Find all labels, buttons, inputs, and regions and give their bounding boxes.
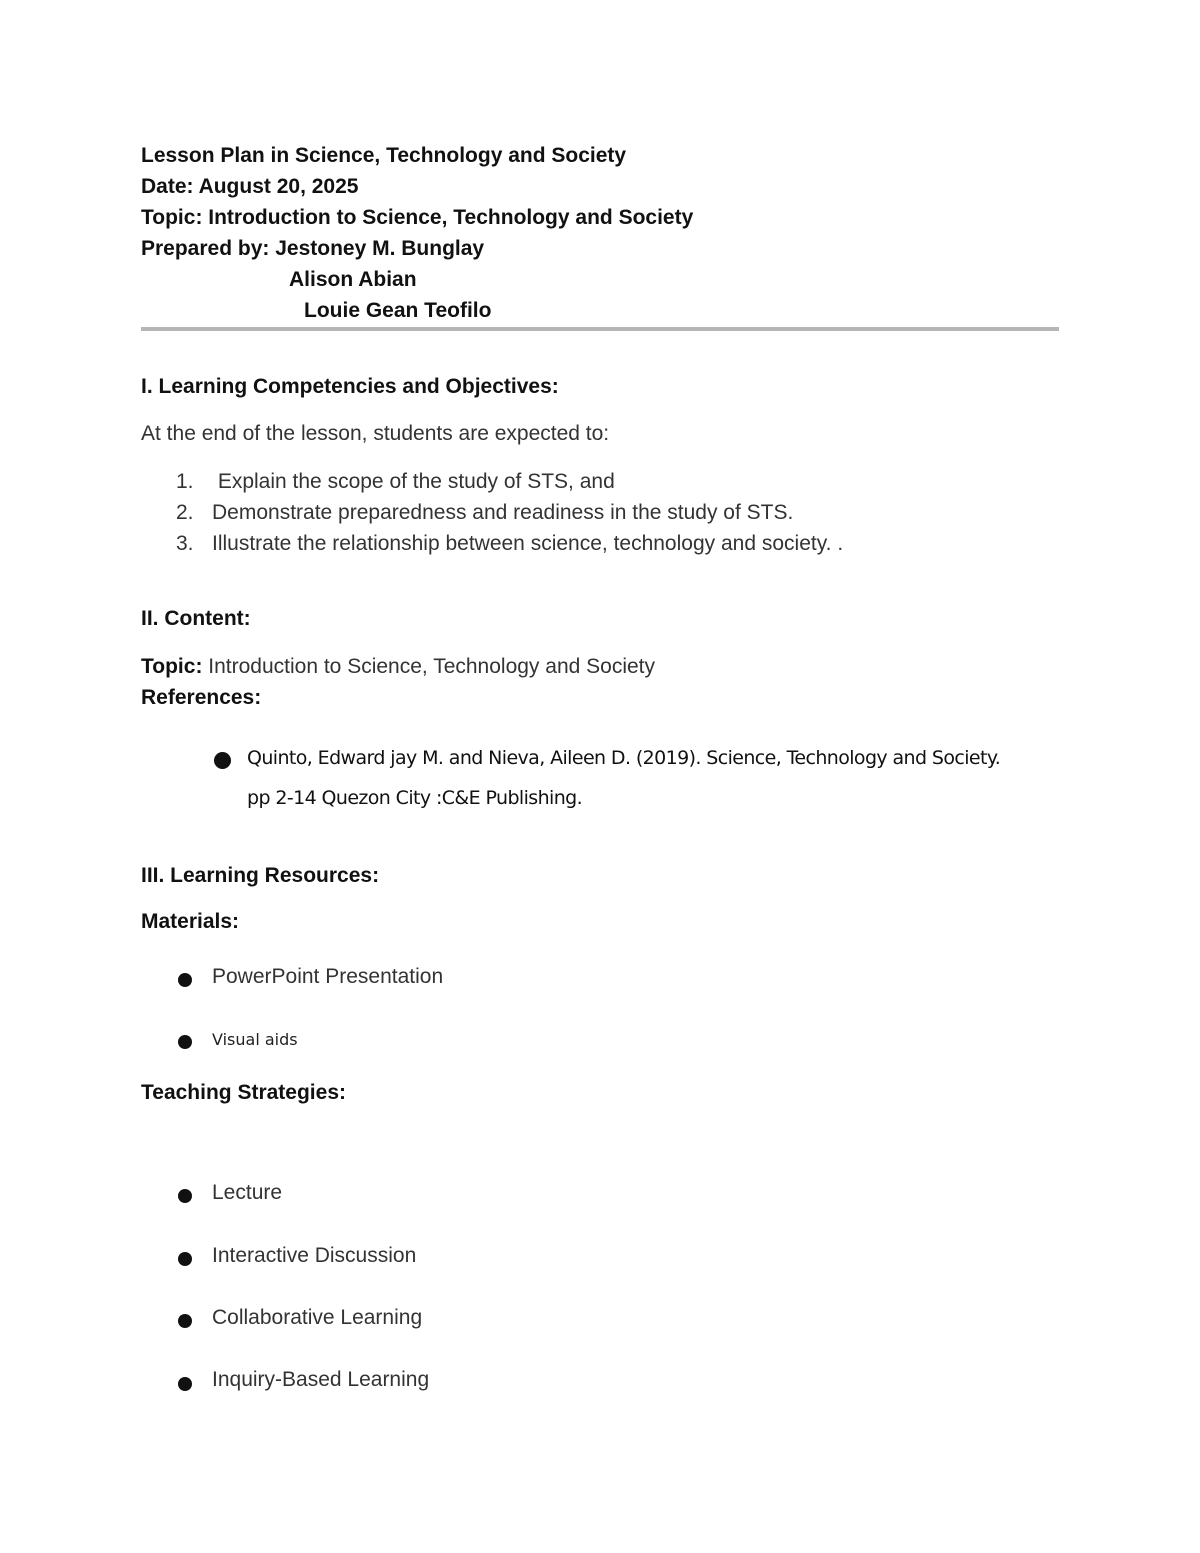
bullet-icon (178, 973, 192, 987)
list-item: Interactive Discussion (212, 1244, 417, 1267)
list-item: Inquiry-Based Learning (212, 1368, 430, 1391)
bullet-icon (214, 752, 231, 769)
list-item: Collaborative Learning (212, 1306, 423, 1329)
list-number: 2. (176, 501, 194, 524)
document-topic: Topic: Introduction to Science, Technology and Society (141, 206, 694, 229)
author-name: Louie Gean Teofilo (304, 299, 492, 322)
references-label: References: (141, 686, 262, 709)
objectives-intro: At the end of the lesson, students are expected to: (141, 422, 610, 445)
list-number: 3. (176, 532, 194, 555)
section-heading-resources: III. Learning Resources: (141, 864, 380, 887)
section-heading-objectives: I. Learning Competencies and Objectives: (141, 375, 559, 398)
reference-citation: Quinto, Edward jay M. and Nieva, Aileen D. (2019). Science, Technology and Society. (247, 747, 1001, 769)
strategies-label: Teaching Strategies: (141, 1081, 346, 1104)
list-item: Lecture (212, 1181, 283, 1204)
reference-citation-continued: pp 2-14 Quezon City :C&E Publishing. (247, 787, 583, 809)
section-heading-content: II. Content: (141, 607, 251, 630)
bullet-icon (178, 1252, 192, 1266)
horizontal-divider (141, 327, 1059, 331)
list-item: Explain the scope of the study of STS, and (212, 470, 615, 493)
bullet-icon (178, 1189, 192, 1203)
bullet-icon (178, 1314, 192, 1328)
content-topic-value: Introduction to Science, Technology and Society (202, 655, 656, 678)
bullet-icon (178, 1377, 192, 1391)
document-title: Lesson Plan in Science, Technology and Society (141, 144, 627, 167)
materials-label: Materials: (141, 910, 240, 933)
list-item: Demonstrate preparedness and readiness in the study of STS. (212, 501, 794, 524)
author-name: Alison Abian (289, 268, 417, 291)
content-topic-label: Topic: (141, 655, 203, 678)
document-date: Date: August 20, 2025 (141, 175, 359, 198)
bullet-icon (178, 1035, 192, 1049)
list-number: 1. (176, 470, 194, 493)
list-item: PowerPoint Presentation (212, 965, 444, 988)
list-item: Visual aids (212, 1030, 298, 1049)
list-item: Illustrate the relationship between science, technology and society. . (212, 532, 844, 555)
prepared-by: Prepared by: Jestoney M. Bunglay (141, 237, 485, 260)
content-topic-line (141, 654, 655, 680)
